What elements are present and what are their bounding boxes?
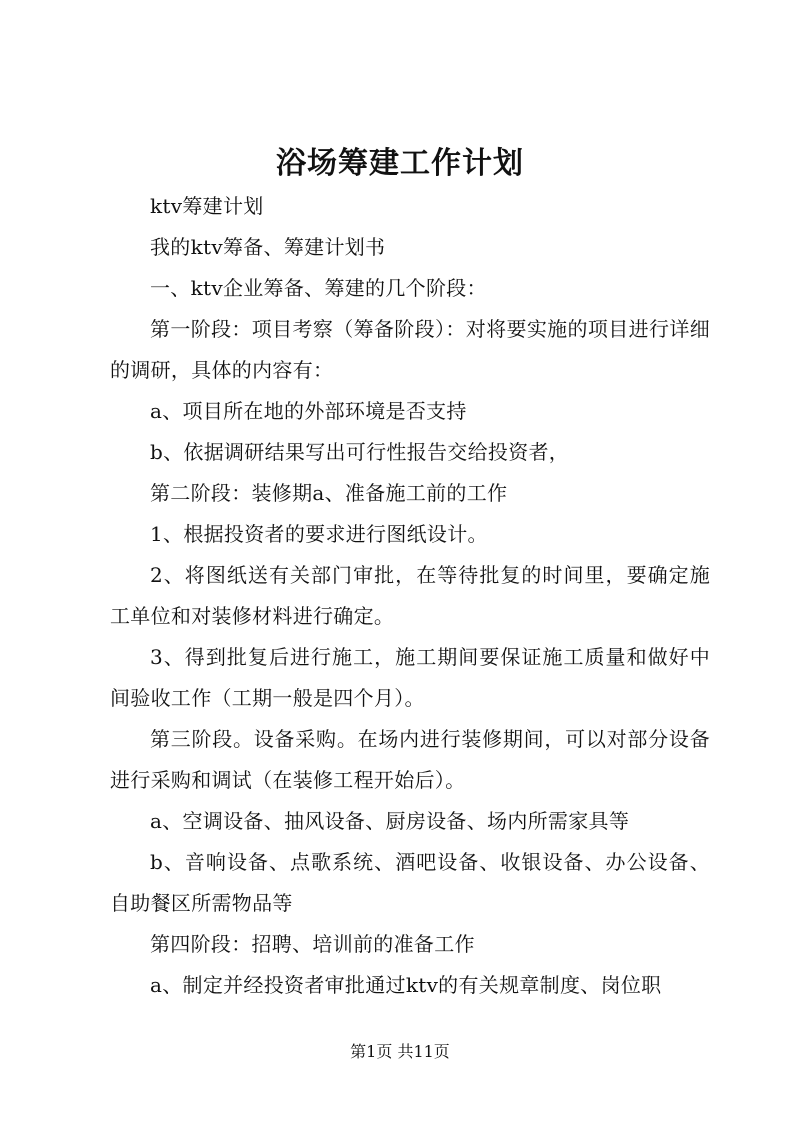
paragraph: 第三阶段。设备采购。在场内进行装修期间，可以对部分设备进行采购和调试（在装修工程开始后）。 xyxy=(110,727,710,792)
paragraph: 3、得到批复后进行施工，施工期间要保证施工质量和做好中间验收工作（工期一般是四个月）。 xyxy=(110,645,710,710)
paragraph: 第二阶段：装修期a、准备施工前的工作 xyxy=(150,481,508,505)
paragraph: b、依据调研结果写出可行性报告交给投资者， xyxy=(150,440,570,464)
paragraph: 我的ktv筹备、筹建计划书 xyxy=(150,235,386,259)
paragraph: 第四阶段：招聘、培训前的准备工作 xyxy=(150,932,475,956)
paragraph: 一、ktv企业筹备、筹建的几个阶段： xyxy=(150,276,487,300)
paragraph: b、音响设备、点歌系统、酒吧设备、收银设备、办公设备、自助餐区所需物品等 xyxy=(110,850,710,915)
paragraph: 2、将图纸送有关部门审批，在等待批复的时间里，要确定施工单位和对装修材料进行确定。 xyxy=(110,563,710,628)
document-body xyxy=(110,186,710,1006)
paragraph: 1、根据投资者的要求进行图纸设计。 xyxy=(150,522,488,546)
page-number-footer: 第1页 共11页 xyxy=(350,1042,450,1061)
paragraph: a、空调设备、抽风设备、厨房设备、场内所需家具等 xyxy=(150,809,630,833)
paragraph: ktv筹建计划 xyxy=(150,194,264,218)
document-title: 浴场筹建工作计划 xyxy=(276,146,524,181)
paragraph: 第一阶段：项目考察（筹备阶段）：对将要实施的项目进行详细的调研，具体的内容有： xyxy=(110,317,710,382)
paragraph: a、项目所在地的外部环境是否支持 xyxy=(150,399,467,423)
paragraph: a、制定并经投资者审批通过ktv的有关规章制度、岗位职 xyxy=(150,973,662,997)
